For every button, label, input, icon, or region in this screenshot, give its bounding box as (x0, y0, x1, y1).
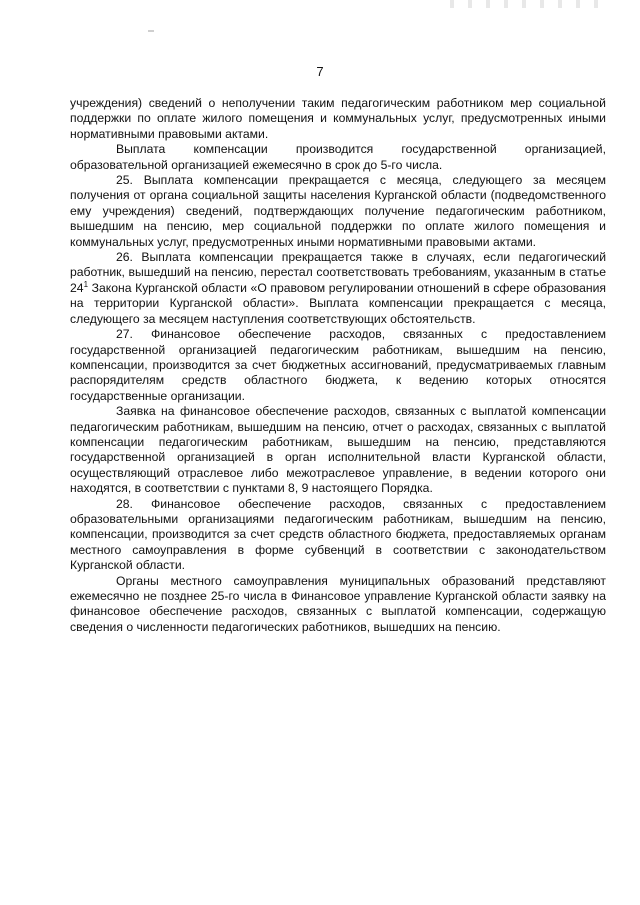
paragraph-local-authorities: Органы местного самоуправления муниципальных образований представляют ежемесячно не позднее 25-го числа в Финансовое управление Курганской области заявку на финансовое обеспечение расходов, связанных с выплатой компенсации, содержащую сведения о численности педагогических работников, вышедших на пенсию. (70, 573, 606, 634)
paragraph-payment-deadline: Выплата компенсации производится государственной организацией, образовательной организацией ежемесячно в срок до 5-го числа. (70, 142, 606, 172)
document-body (70, 96, 606, 635)
paragraph-28: 28. Финансовое обеспечение расходов, связанных с предоставлением образовательными организациями педагогическим работникам, вышедшим на пенсию, компенсации, производится за счет средств областного бюджета, предоставляемых органам местного самоуправления в форме субвенций в соответствии с законодательством Курганской области. (70, 496, 606, 573)
scan-dot-artifact (148, 30, 154, 32)
paragraph-continuation: учреждения) сведений о неполучении таким педагогическим работником мер социальной поддержки по оплате жилого помещения и коммунальных услуг, предусмотренных иными нормативными правовыми актами. (70, 96, 606, 141)
scan-artifact (450, 0, 600, 8)
paragraph-26-text-start: 26. Выплата компенсации прекращается также в случаях, если педагогический работник, вышедший на пенсию, перестал соответствовать требованиям, указанным в статье 24 (70, 250, 606, 295)
paragraph-26 (70, 250, 606, 327)
paragraph-26-superscript: 1 (83, 279, 89, 289)
paragraph-25: 25. Выплата компенсации прекращается с месяца, следующего за месяцем получения от органа социальной защиты населения Курганской области (подведомственного ему учреждения) сведений, подтверждающих получение педагогическим работником, вышедшим на пенсию, мер социальной поддержки по оплате жилого помещения и коммунальных услуг, предусмотренных иными нормативными правовыми актами. (70, 173, 606, 249)
page-number: 7 (316, 64, 324, 79)
paragraph-27: 27. Финансовое обеспечение расходов, связанных с предоставлением государственной организацией педагогическим работникам, вышедшим на пенсию, компенсации, производится за счет бюджетных ассигнований, предусматриваемых главным распорядителям средств областного бюджета, к ведению которых относятся государственные организации. (70, 327, 606, 403)
paragraph-application-report: Заявка на финансовое обеспечение расходов, связанных с выплатой компенсации педагогическим работникам, вышедшим на пенсию, отчет о расходах, связанных с выплатой компенсации педагогическим работникам, вышедшим на пенсию, представляются государственной организацией в орган исполнительной власти Курганской области, осуществляющий отраслевое либо межотраслевое управление, в ведении которого они находятся, в соответствии с пунктами 8, 9 настоящего Порядка. (70, 404, 606, 496)
paragraph-26-text-end: Закона Курганской области «О правовом регулировании отношений в сфере образования на территории Курганской области». Выплата компенсации прекращается с месяца, следующего за месяцем наступления соответствующих обстоятельств. (70, 280, 606, 326)
